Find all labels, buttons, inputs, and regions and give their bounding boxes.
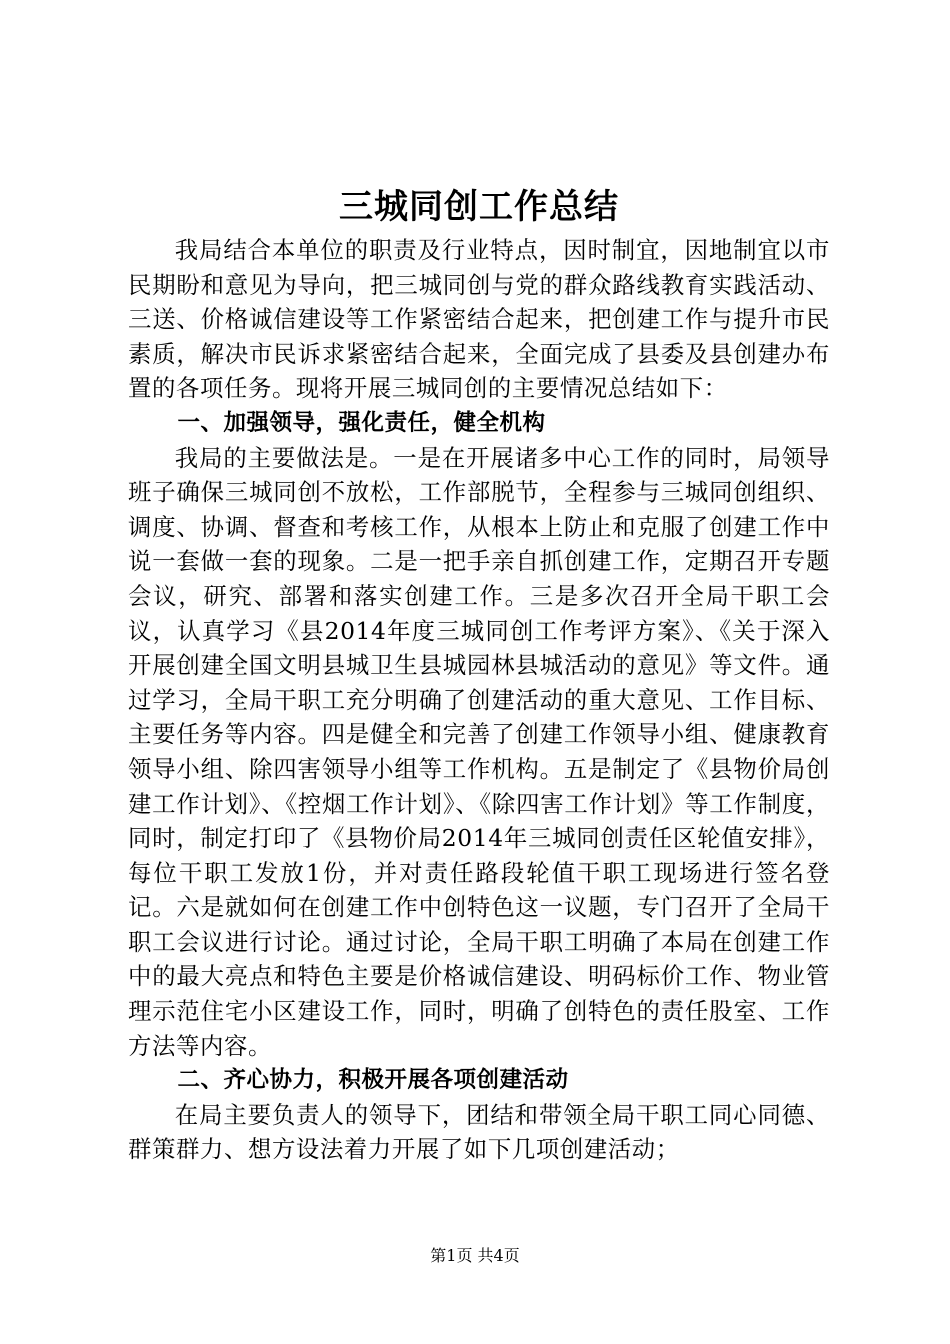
page-footer: 第1页 共4页 (430, 1246, 520, 1265)
section-1-heading: 一、加强领导，强化责任，健全机构 (177, 409, 546, 436)
document-content (128, 233, 830, 1167)
section-2-paragraph: 在局主要负责人的领导下，团结和带领全局干职工同心同德、群策群力、想方设法着力开展了如下几项创建活动； (128, 1100, 830, 1164)
document-title: 三城同创工作总结 (339, 187, 619, 227)
section-2-heading: 二、齐心协力，积极开展各项创建活动 (177, 1067, 569, 1094)
intro-paragraph: 我局结合本单位的职责及行业特点，因时制宜，因地制宜以市民期盼和意见为导向，把三城同创与党的群众路线教育实践活动、三送、价格诚信建设等工作紧密结合起来，把创建工作与提升市民素质，解决市民诉求紧密结合起来，全面完成了县委及县创建办布置的各项任务。现将开展三城同创的主要情况总结如下： (128, 236, 830, 403)
section-1-paragraph: 我局的主要做法是。一是在开展诸多中心工作的同时，局领导班子确保三城同创不放松，工作部脱节，全程参与三城同创组织、调度、协调、督查和考核工作，从根本上防止和克服了创建工作中说一套做一套的现象。二是一把手亲自抓创建工作，定期召开专题会议，研究、部署和落实创建工作。三是多次召开全局干职工会议，认真学习《县2014年度三城同创工作考评方案》、《关于深入开展创建全国文明县城卫生县城园林县城活动的意见》等文件。通过学习，全局干职工充分明确了创建活动的重大意见、工作目标、主要任务等内容。四是健全和完善了创建工作领导小组、健康教育领导小组、除四害领导小组等工作机构。五是制定了《县物价局创建工作计划》、《控烟工作计划》、《除四害工作计划》等工作制度，同时，制定打印了《县物价局2014年三城同创责任区轮值安排》，每位干职工发放1份，并对责任路段轮值干职工现场进行签名登记。六是就如何在创建工作中创特色这一议题，专门召开了全局干职工会议进行讨论。通过讨论，全局干职工明确了本局在创建工作中的最大亮点和特色主要是价格诚信建设、明码标价工作、物业管理示范住宅小区建设工作，同时，明确了创特色的责任股室、工作方法等内容。 (128, 443, 830, 1060)
